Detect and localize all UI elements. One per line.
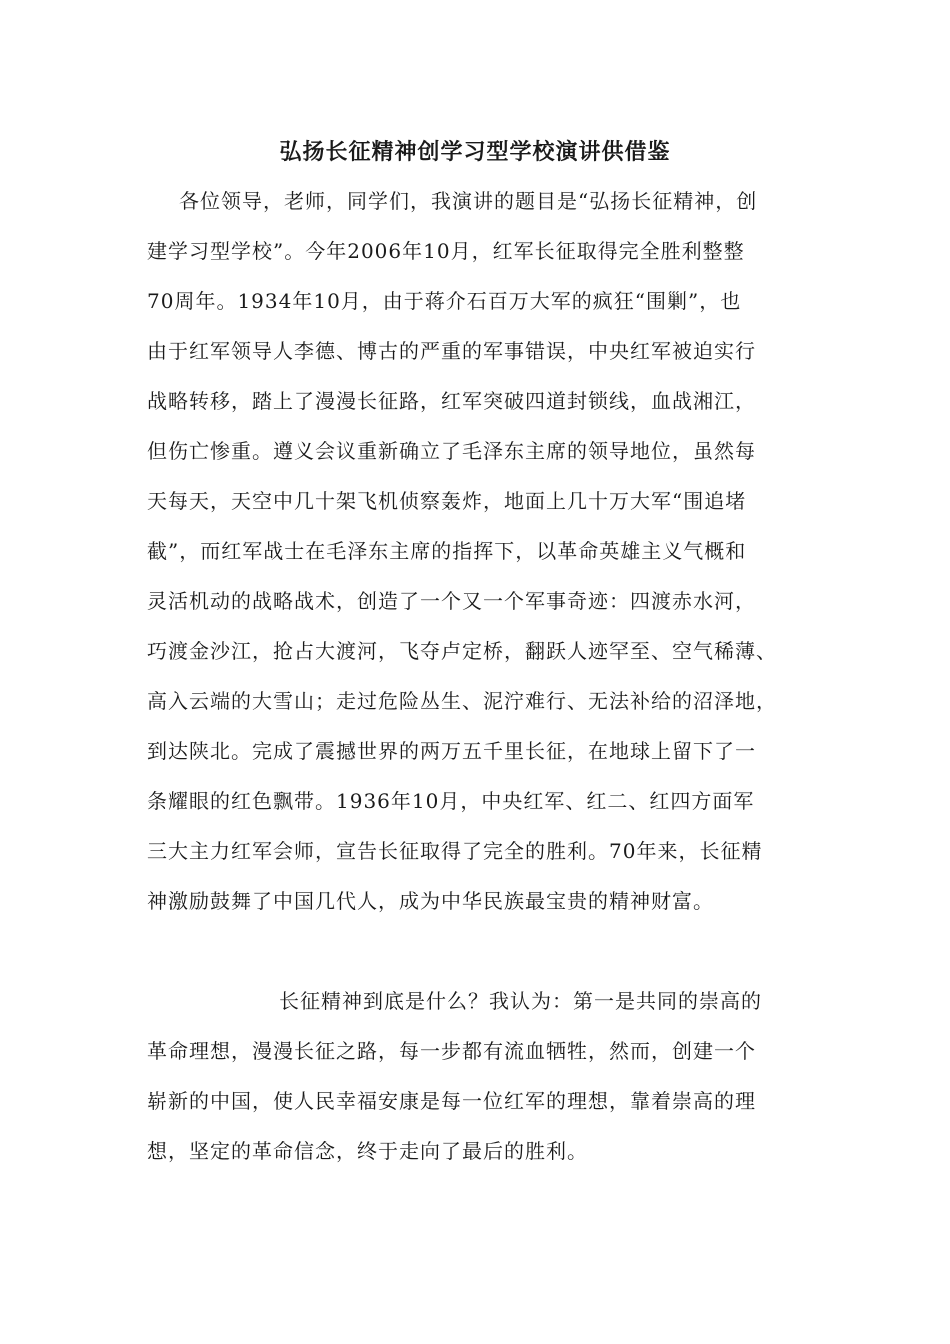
- paragraph-1-line-7: 天每天，天空中几十架飞机侦察轰炸，地面上几十万大军“围追堵: [147, 489, 747, 513]
- paragraph-2-line-3: 崭新的中国，使人民幸福安康是每一位红军的理想，靠着崇高的理: [147, 1089, 756, 1113]
- paragraph-1-line-15: 神激励鼓舞了中国几代人，成为中华民族最宝贵的精神财富。: [147, 889, 714, 913]
- paragraph-1-line-11: 高入云端的大雪山；走过危险丛生、泥泞难行、无法补给的沼泽地，: [147, 689, 777, 713]
- paragraph-2-line-2: 革命理想，漫漫长征之路，每一步都有流血牺牲，然而，创建一个: [147, 1039, 756, 1063]
- paragraph-1-line-5: 战略转移，踏上了漫漫长征路，红军突破四道封锁线，血战湘江，: [147, 389, 756, 413]
- paragraph-2-line-4: 想，坚定的革命信念，终于走向了最后的胜利。: [147, 1139, 588, 1163]
- paragraph-1-line-2: 建学习型学校”。今年2006年10月，红军长征取得完全胜利整整: [147, 239, 745, 263]
- paragraph-1-line-14: 三大主力红军会师，宣告长征取得了完全的胜利。70年来，长征精: [147, 839, 763, 863]
- paragraph-1-line-12: 到达陕北。完成了震撼世界的两万五千里长征，在地球上留下了一: [147, 739, 756, 763]
- document-title: 弘扬长征精神创学习型学校演讲供借鉴: [279, 139, 671, 165]
- paragraph-1-line-10: 巧渡金沙江，抢占大渡河，飞夺卢定桥，翻跃人迹罕至、空气稀薄、: [147, 639, 777, 663]
- paragraph-1-line-3: 70周年。1934年10月，由于蒋介石百万大军的疯狂“围剿”，也: [147, 289, 742, 313]
- paragraph-2-line-1: 长征精神到底是什么？我认为：第一是共同的崇高的: [279, 989, 762, 1013]
- paragraph-1-line-6: 但伤亡惨重。遵义会议重新确立了毛泽东主席的领导地位，虽然每: [147, 439, 756, 463]
- paragraph-1-line-13: 条耀眼的红色飘带。1936年10月，中央红军、红二、红四方面军: [147, 789, 755, 813]
- paragraph-1-line-4: 由于红军领导人李德、博古的严重的军事错误，中央红军被迫实行: [147, 339, 756, 363]
- paragraph-1-line-9: 灵活机动的战略战术，创造了一个又一个军事奇迹：四渡赤水河，: [147, 589, 756, 613]
- paragraph-1-line-8: 截”，而红军战士在毛泽东主席的指挥下，以革命英雄主义气概和: [147, 539, 747, 563]
- paragraph-1-line-1: 各位领导，老师，同学们，我演讲的题目是“弘扬长征精神，创: [179, 189, 758, 213]
